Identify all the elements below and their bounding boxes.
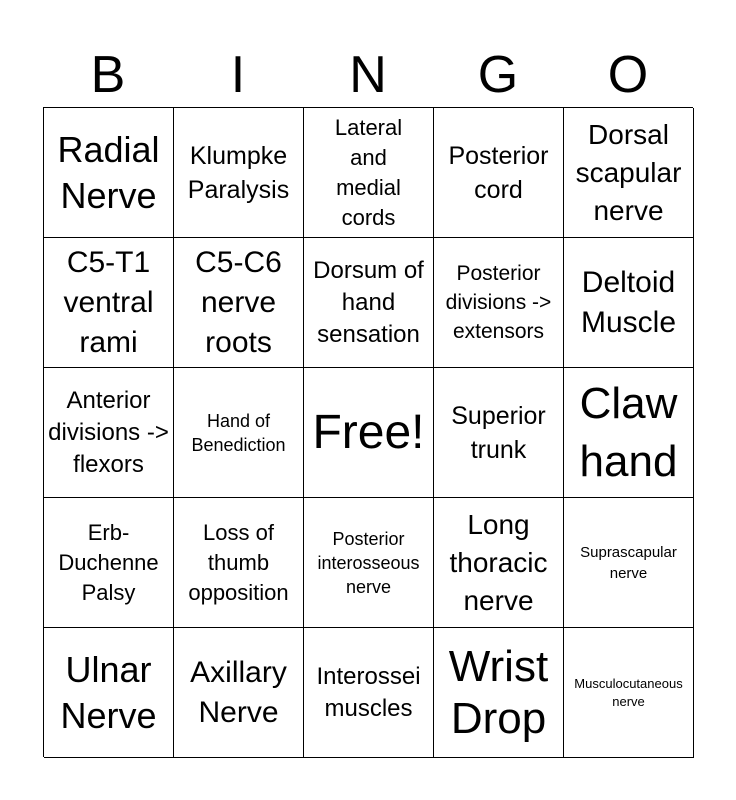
bingo-cell[interactable] xyxy=(434,498,564,628)
cell-label: Interossei muscles xyxy=(316,662,421,722)
cell-label: C5-C6 nerve roots xyxy=(195,245,282,359)
bingo-grid xyxy=(43,107,693,757)
bingo-cell[interactable] xyxy=(564,368,694,498)
header-letter-b: B xyxy=(90,46,126,104)
bingo-cell[interactable] xyxy=(174,368,304,498)
bingo-cell[interactable] xyxy=(434,628,564,758)
header-letter-o: O xyxy=(607,46,649,104)
bingo-cell[interactable] xyxy=(564,238,694,368)
header-letter-g: G xyxy=(477,46,519,104)
bingo-cell[interactable] xyxy=(564,498,694,628)
bingo-cell[interactable] xyxy=(44,498,174,628)
cell-label: Axillary Nerve xyxy=(190,655,287,729)
bingo-cell[interactable] xyxy=(304,108,434,238)
cell-label: Long thoracic nerve xyxy=(449,508,548,616)
cell-label: Ulnar Nerve xyxy=(60,648,157,736)
cell-label: Superior trunk xyxy=(451,401,546,464)
cell-label: Hand of Benediction xyxy=(191,410,286,455)
bingo-cell[interactable] xyxy=(44,108,174,238)
cell-label: Dorsum of hand sensation xyxy=(313,256,424,348)
cell-label: Lateral and medial cords xyxy=(334,114,403,230)
free-space[interactable] xyxy=(304,368,434,498)
cell-label: Dorsal scapular nerve xyxy=(575,118,682,226)
cell-label: Wrist Drop xyxy=(448,641,549,743)
bingo-cell[interactable] xyxy=(564,108,694,238)
bingo-cell[interactable] xyxy=(174,108,304,238)
bingo-cell[interactable] xyxy=(44,368,174,498)
bingo-cell[interactable] xyxy=(304,628,434,758)
header-letter-n: N xyxy=(349,46,387,104)
bingo-cell[interactable] xyxy=(564,628,694,758)
cell-label: Loss of thumb opposition xyxy=(188,519,289,605)
cell-label: C5-T1 ventral rami xyxy=(63,245,154,359)
bingo-cell[interactable] xyxy=(174,238,304,368)
bingo-cell[interactable] xyxy=(434,368,564,498)
cell-label: Musculocutaneous nerve xyxy=(574,675,683,709)
cell-label: Posterior divisions -> extensors xyxy=(445,262,552,343)
cell-label: Claw hand xyxy=(579,378,678,486)
bingo-cell[interactable] xyxy=(434,108,564,238)
cell-label: Erb-Duchenne Palsy xyxy=(58,519,159,605)
cell-label: Posterior interosseous nerve xyxy=(317,528,420,597)
cell-label: Anterior divisions -> flexors xyxy=(48,386,169,478)
cell-label: Suprascapular nerve xyxy=(580,543,677,582)
cell-label: Free! xyxy=(312,405,425,459)
cell-label: Posterior cord xyxy=(448,141,549,204)
bingo-cell[interactable] xyxy=(174,498,304,628)
header-letter-i: I xyxy=(230,46,246,104)
cell-label: Deltoid Muscle xyxy=(580,265,677,339)
bingo-header xyxy=(43,44,693,106)
cell-label: Radial Nerve xyxy=(57,128,160,216)
bingo-cell[interactable] xyxy=(434,238,564,368)
bingo-cell[interactable] xyxy=(174,628,304,758)
bingo-cell[interactable] xyxy=(304,238,434,368)
cell-label: Klumpke Paralysis xyxy=(187,141,290,204)
bingo-cell[interactable] xyxy=(44,238,174,368)
bingo-cell[interactable] xyxy=(44,628,174,758)
bingo-cell[interactable] xyxy=(304,498,434,628)
